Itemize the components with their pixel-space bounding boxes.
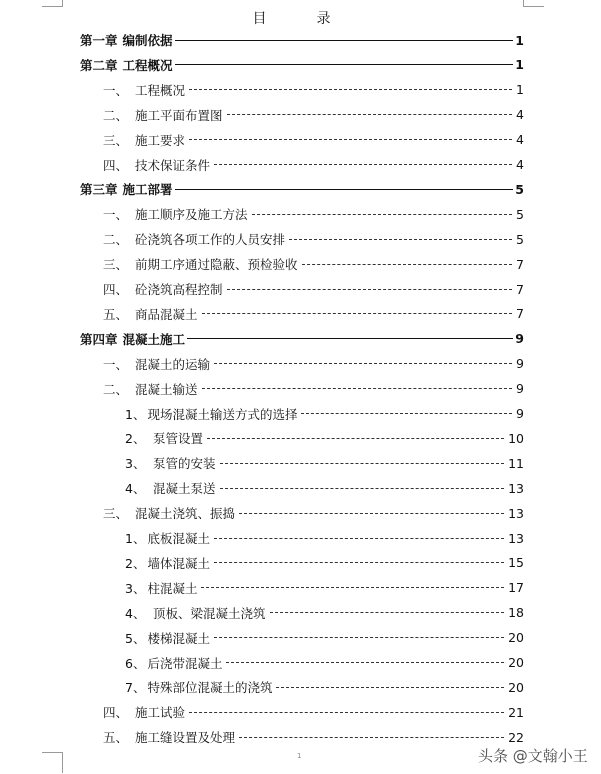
toc-entry[interactable] <box>103 279 524 299</box>
toc-entry-text: 泵管设置 <box>153 431 204 447</box>
toc-entry-number: 4、 <box>125 605 146 621</box>
toc-leader <box>220 463 505 464</box>
toc-entry[interactable] <box>103 702 524 722</box>
toc-entry-number: 五、 <box>103 730 129 746</box>
toc-entry-number: 2、 <box>125 555 146 571</box>
toc-entry[interactable] <box>103 727 524 747</box>
toc-entry-text: 施工试验 <box>135 705 186 721</box>
margin-corner-top-left <box>42 0 63 7</box>
toc-leader <box>214 363 512 364</box>
toc-leader <box>239 513 504 514</box>
toc-entry-page: 7 <box>516 256 524 272</box>
toc-entry-page: 15 <box>508 555 524 571</box>
toc-entry-page: 17 <box>508 580 524 596</box>
margin-corner-top-right <box>523 0 544 7</box>
toc-entry-page: 4 <box>516 132 524 148</box>
toc-leader <box>214 538 504 539</box>
toc-leader <box>227 114 512 115</box>
toc-leader <box>189 139 512 140</box>
toc-entry-page: 20 <box>508 630 524 646</box>
toc-entry-number: 第四章 <box>80 331 118 347</box>
toc-entry-number: 二、 <box>103 107 129 123</box>
toc-leader <box>226 662 504 663</box>
toc-entry-text: 混凝土施工 <box>122 331 186 347</box>
toc-entry-page: 5 <box>515 181 524 197</box>
toc-entry-page: 13 <box>508 505 524 521</box>
toc-leader <box>175 40 514 41</box>
toc-entry-text: 后浇带混凝土 <box>147 655 223 671</box>
toc-leader <box>302 264 512 265</box>
toc-entry-number: 5、 <box>125 630 146 646</box>
toc-entry[interactable] <box>125 453 524 473</box>
toc-entry-text: 特殊部位混凝土的浇筑 <box>147 680 273 696</box>
toc-entry-page: 20 <box>508 655 524 670</box>
toc-entry[interactable] <box>103 254 524 274</box>
toc-leader <box>214 164 512 165</box>
toc-entry-text: 施工平面布置图 <box>135 107 223 123</box>
toc-entry-number: 3、 <box>125 456 146 472</box>
toc-leader <box>276 687 504 688</box>
toc-entry-text: 柱混凝土 <box>147 580 198 596</box>
toc-leader <box>220 488 505 489</box>
toc-entry-text: 混凝土的运输 <box>135 356 211 372</box>
toc-entry-number: 1、 <box>125 531 146 546</box>
toc-entry[interactable] <box>125 578 524 598</box>
toc-entry[interactable] <box>80 30 524 50</box>
toc-title: 目 录 <box>252 11 349 27</box>
toc-leader <box>189 89 512 90</box>
toc-leader <box>187 338 513 339</box>
toc-leader <box>202 313 512 314</box>
watermark: 头条 @文翰小王 <box>478 747 588 765</box>
toc-entry-page: 4 <box>516 157 524 172</box>
toc-entry-page: 11 <box>508 455 524 471</box>
toc-entry-number: 第二章 <box>80 57 118 73</box>
toc-entry[interactable] <box>125 528 524 548</box>
toc-entry-number: 二、 <box>103 232 129 248</box>
toc-entry-page: 5 <box>516 206 524 222</box>
toc-entry-page: 1 <box>516 82 524 98</box>
toc-entry[interactable] <box>103 155 524 175</box>
toc-entry[interactable] <box>103 80 524 100</box>
toc-entry[interactable] <box>80 179 524 199</box>
toc-entry-page: 1 <box>515 57 524 73</box>
toc-entry-page: 10 <box>508 430 524 446</box>
toc-entry-text: 混凝土输送 <box>135 381 198 397</box>
toc-entry-page: 18 <box>508 605 524 621</box>
toc-entry[interactable] <box>103 229 524 249</box>
toc-entry[interactable] <box>125 628 524 648</box>
toc-entry-text: 泵管的安装 <box>153 456 216 472</box>
toc-entry-page: 1 <box>515 32 524 48</box>
toc-entry-page: 13 <box>508 530 524 546</box>
toc-entry-page: 9 <box>516 406 524 421</box>
toc-entry-number: 一、 <box>103 82 129 98</box>
toc-entry[interactable] <box>125 428 524 448</box>
toc-entry-number: 四、 <box>103 282 129 297</box>
toc-entry-text: 工程概况 <box>122 57 173 73</box>
toc-entry-text: 施工缝设置及处理 <box>135 730 236 746</box>
toc-entry-number: 3、 <box>125 580 146 596</box>
toc-entry-number: 四、 <box>103 157 129 173</box>
toc-entry-page: 9 <box>515 331 524 347</box>
toc-entry-number: 三、 <box>103 132 129 148</box>
toc-leader <box>214 637 504 638</box>
toc-entry-number: 三、 <box>103 506 129 522</box>
toc-leader <box>189 712 504 713</box>
toc-leader <box>252 214 512 215</box>
toc-leader <box>207 438 504 439</box>
toc-entry-page: 9 <box>516 381 524 397</box>
toc-entry-text: 砼浇筑高程控制 <box>135 282 223 297</box>
toc-entry-number: 2、 <box>125 431 146 447</box>
toc-entry[interactable] <box>103 304 524 324</box>
toc-leader <box>289 239 512 240</box>
toc-entry[interactable] <box>103 379 524 399</box>
toc-leader <box>175 64 514 65</box>
page-number: 1 <box>297 752 302 760</box>
toc-leader <box>214 562 504 563</box>
toc-entry-page: 7 <box>516 281 524 297</box>
toc-entry-text: 楼梯混凝土 <box>147 630 210 646</box>
toc-entry-number: 1、 <box>125 406 146 422</box>
toc-entry-text: 施工部署 <box>122 182 173 198</box>
toc-entry-text: 编制依据 <box>122 33 173 48</box>
toc-leader <box>301 413 512 414</box>
toc-entry-number: 一、 <box>103 207 129 223</box>
toc-entry[interactable] <box>103 503 524 523</box>
toc-entry-number: 第一章 <box>80 33 118 48</box>
toc-entry-text: 商品混凝土 <box>135 306 198 322</box>
toc-entry[interactable] <box>125 553 524 573</box>
toc-entry-page: 4 <box>516 107 524 123</box>
toc-entry-page: 20 <box>508 679 524 695</box>
toc-entry[interactable] <box>103 105 524 125</box>
toc-entry-number: 7、 <box>125 680 146 696</box>
toc-entry[interactable] <box>80 329 524 349</box>
toc-entry[interactable] <box>125 653 524 673</box>
toc-entry-number: 二、 <box>103 381 129 397</box>
toc-entry-page: 7 <box>516 306 524 322</box>
toc-entry-text: 顶板、梁混凝土浇筑 <box>153 605 266 621</box>
toc-entry-text: 现场混凝土输送方式的选择 <box>147 406 298 422</box>
toc-entry-number: 一、 <box>103 356 129 372</box>
toc-entry-text: 工程概况 <box>135 82 186 98</box>
toc-leader <box>175 189 514 190</box>
toc-entry[interactable] <box>103 354 524 374</box>
toc-leader <box>201 587 504 588</box>
toc-entry-number: 四、 <box>103 705 129 721</box>
toc-entry-number: 第三章 <box>80 182 118 198</box>
toc-entry[interactable] <box>103 204 524 224</box>
toc-entry[interactable] <box>125 478 524 498</box>
toc-leader <box>227 289 512 290</box>
margin-corner-bottom-left <box>42 752 63 773</box>
toc-leader <box>239 737 504 738</box>
toc-entry-page: 22 <box>508 729 524 745</box>
toc-entry-text: 技术保证条件 <box>135 157 211 173</box>
toc-leader <box>202 388 512 389</box>
toc-entry-text: 施工要求 <box>135 132 186 148</box>
toc-leader <box>270 612 505 613</box>
toc-entry-number: 6、 <box>125 655 146 671</box>
toc-entry-text: 混凝土泵送 <box>153 481 216 497</box>
toc-entry[interactable] <box>125 404 524 424</box>
toc-entry[interactable] <box>125 603 524 623</box>
toc-entry-text: 混凝土浇筑、振捣 <box>135 506 236 522</box>
toc-entry[interactable] <box>80 55 524 75</box>
toc-entry[interactable] <box>125 677 524 697</box>
toc-entry-page: 5 <box>516 231 524 247</box>
toc-entry-page: 9 <box>516 356 524 372</box>
toc-entry-text: 施工顺序及施工方法 <box>135 207 248 223</box>
toc-entry-number: 4、 <box>125 481 146 497</box>
toc-entry-number: 五、 <box>103 306 129 322</box>
toc-entry-page: 21 <box>508 704 524 720</box>
toc-entry-text: 前期工序通过隐蔽、预检验收 <box>135 257 298 273</box>
toc-entry-text: 底板混凝土 <box>147 531 210 546</box>
toc-entry[interactable] <box>103 130 524 150</box>
toc-entry-page: 13 <box>508 480 524 496</box>
toc-entry-text: 砼浇筑各项工作的人员安排 <box>135 232 286 248</box>
toc-entry-number: 三、 <box>103 257 129 273</box>
toc-entry-text: 墙体混凝土 <box>147 555 210 571</box>
